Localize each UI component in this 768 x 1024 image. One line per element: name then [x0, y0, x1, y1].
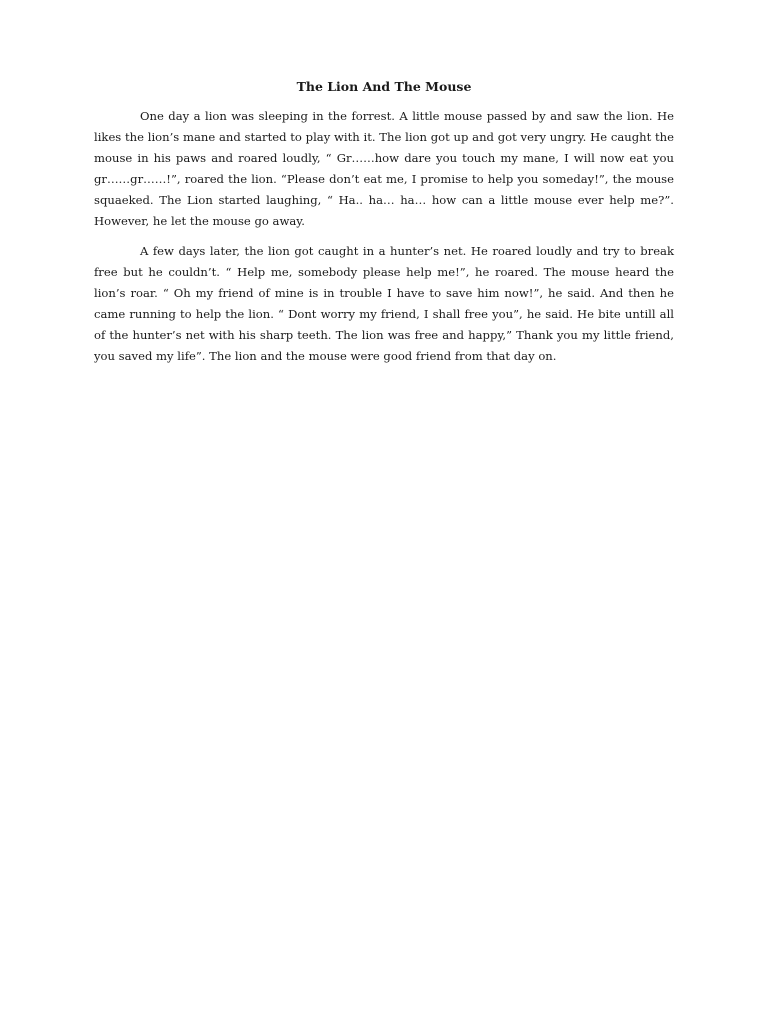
- story-paragraph-1: One day a lion was sleeping in the forrest. A little mouse passed by and saw the lion. He likes the lion’s mane and started to play with it. The lion got up and got very ungry. He caught the mouse in his paws and roared loudly, “ Gr……how dare you touch my mane, I will now eat you gr……gr……!”, roared the lion. “Please don’t eat me, I promise to help you someday!”, the mouse squaeked. The Lion started laughing, “ Ha.. ha… ha… how can a little mouse ever help me?”. However, he let the mouse go away.: [94, 109, 674, 228]
- document-title: The Lion And The Mouse: [296, 79, 472, 94]
- story-paragraph-2: A few days later, the lion got caught in a hunter’s net. He roared loudly and try to break free but he couldn’t. “ Help me, somebody please help me!”, he roared. The mouse heard the lion’s roar. “ Oh my friend of mine is in trouble I have to save him now!”, he said. And then he came running to help the lion. “ Dont worry my friend, I shall free you”, he said. He bite untill all of the hunter’s net with his sharp teeth. The lion was free and happy,” Thank you my little friend, you saved my life”. The lion and the mouse were good friend from that day on.: [94, 244, 674, 363]
- document-body: [94, 78, 674, 376]
